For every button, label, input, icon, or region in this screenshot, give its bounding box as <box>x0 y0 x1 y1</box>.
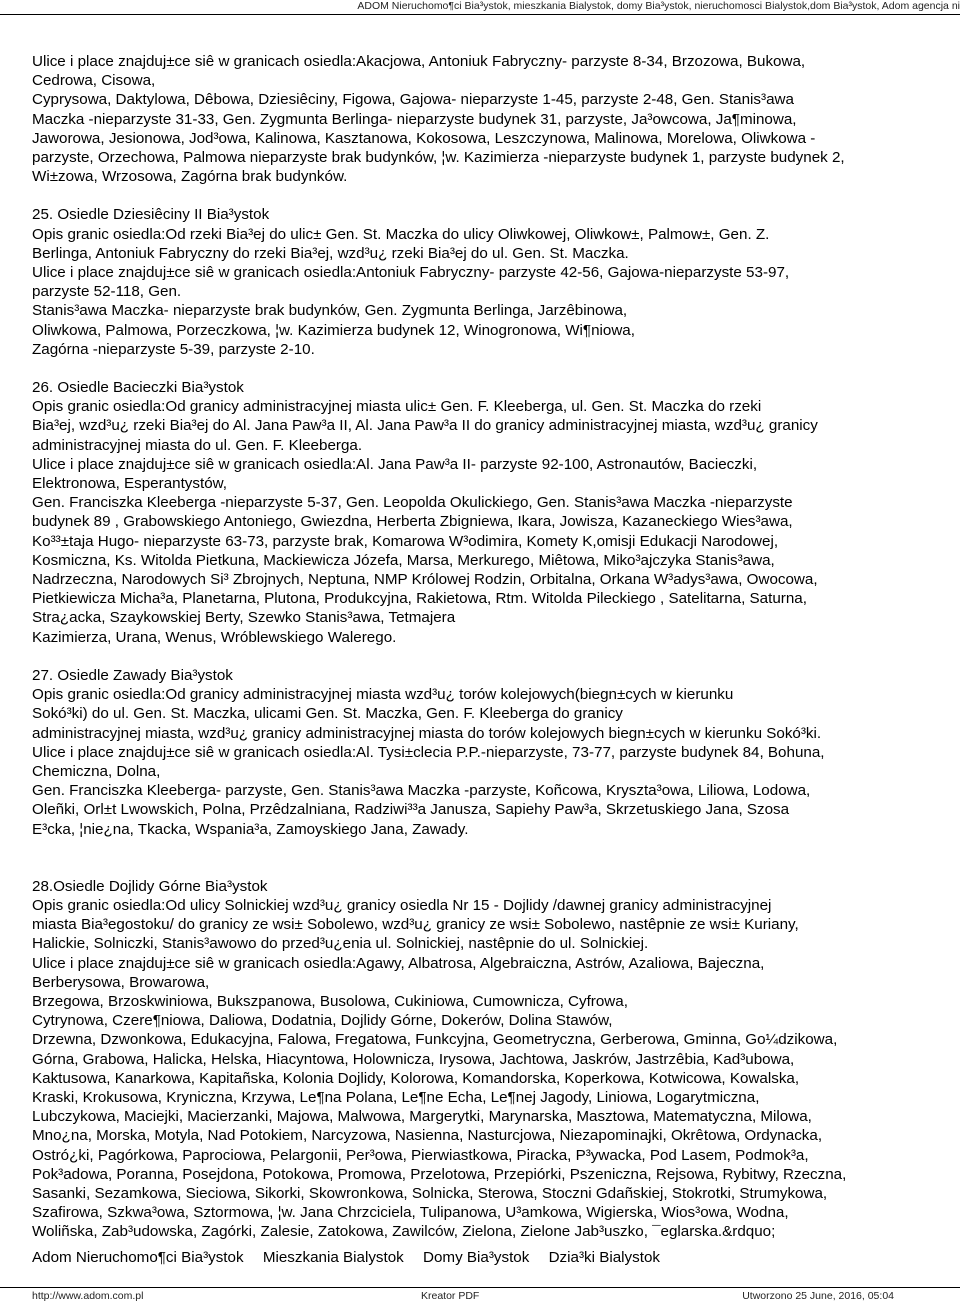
text-line: Berlinga, Antoniuk Fabryczny do rzeki Bia³ej, wzd³u¿ rzeki Bia³ej do ul. Gen. St. Maczka. <box>32 244 629 262</box>
site-url[interactable]: http://www.adom.com.pl <box>32 1290 144 1302</box>
text-line: Opis granic osiedla:Od rzeki Bia³ej do ulic± Gen. St. Maczka do ulicy Oliwkowej, Oliwkow±, Palmow±, Gen. Z. <box>32 225 770 243</box>
text-line: Kosmiczna, Ks. Witolda Pietkuna, Mackiewicza Józefa, Marsa, Merkurego, Miêtowa, Miko³ajczyka Stanis³awa, <box>32 551 775 569</box>
text-line: Ulice i place znajduj±ce siê w granicach osiedla:Al. Jana Paw³a II- parzyste 92-100, Astronautów, Bacieczki, <box>32 455 758 473</box>
text-line: parzyste, Orzechowa, Palmowa nieparzyste brak budynków, ¦w. Kazimierza -nieparzyste budynek 1, parzyste budynek 2, <box>32 149 845 167</box>
text-line: Ulice i place znajduj±ce siê w granicach osiedla:Antoniuk Fabryczny- parzyste 42-56, Gajowa-nieparzyste 53-97, <box>32 264 790 282</box>
text-line: Berberysowa, Browarowa, <box>32 973 210 991</box>
text-line: Gen. Franciszka Kleeberga- parzyste, Gen. Stanis³awa Maczka -parzyste, Koñcowa, Kryszta³owa, Liliowa, Lodowa, <box>32 782 811 800</box>
text-line: Ostró¿ki, Pagórkowa, Paprociowa, Pelargonii, Per³owa, Pierwiastkowa, Piracka, P³ywacka, Pod Lasem, Podmok³a, <box>32 1146 809 1164</box>
text-line: Maczka -nieparzyste 31-33, Gen. Zygmunta Berlinga- nieparzyste budynek 31, parzyste, Ja³owcowa, Ja¶minowa, <box>32 110 797 128</box>
pdf-creator: Kreator PDF <box>421 1290 480 1302</box>
text-line: Ulice i place znajduj±ce siê w granicach osiedla:Al. Tysi±clecia P.P.-nieparzyste, 73-77, parzyste budynek 84, Bohuna, <box>32 743 825 761</box>
page-header <box>0 0 960 15</box>
text-line: Brzegowa, Brzoskwiniowa, Bukszpanowa, Busolowa, Cukiniowa, Cumownicza, Cyfrowa, <box>32 992 628 1010</box>
text-line: Ulice i place znajduj±ce siê w granicach osiedla:Akacjowa, Antoniuk Fabryczny- parzyste 8-34, Brzozowa, Bukowa, <box>32 53 806 70</box>
text-line: Pietkiewicza Micha³a, Planetarna, Plutona, Produkcyjna, Rakietowa, Rtm. Witolda Pileckiego , Satelitarna, Saturna, <box>32 590 807 608</box>
section-26 <box>32 378 940 647</box>
text-line: administracyjnej miasta do ul. Gen. F. Kleeberga. <box>32 436 363 454</box>
text-line: Oleñki, Orl±t Lwowskich, Polna, Przêdzalniana, Radziwi³³a Janusza, Sapiehy Paw³a, Skrzetuskiego Jana, Szosa <box>32 801 790 819</box>
text-line: administracyjnej miasta, wzd³u¿ granicy administracyjnej miasta do torów kolejowych biegn±cych w kierunku Sokó³ki. <box>32 724 822 742</box>
header-text: ADOM Nieruchomo¶ci Bia³ystok, mieszkania Bialystok, domy Bia³ystok, nieruchomosci Bialystok,dom Bia³ystok, Adom agencja ni <box>357 0 960 12</box>
section-heading: 28.Osiedle Dojlidy Górne Bia³ystok <box>32 877 268 895</box>
section-heading: 25. Osiedle Dziesiêciny II Bia³ystok <box>32 206 270 224</box>
text-line: Górna, Grabowa, Halicka, Helska, Hiacyntowa, Holownicza, Irysowa, Jachtowa, Jaskrów, Jastrzêbia, Kad³ubowa, <box>32 1050 795 1068</box>
text-line: Wi±zowa, Wrzosowa, Zagórna brak budynków. <box>32 168 348 186</box>
section-25 <box>32 205 940 359</box>
section-heading: 27. Osiedle Zawady Bia³ystok <box>32 666 233 684</box>
text-line: E³cka, ¦nie¿na, Tkacka, Wspania³a, Zamoyskiego Jana, Zawady. <box>32 820 469 838</box>
created-date: Utworzono 25 June, 2016, 05:04 <box>742 1290 894 1302</box>
text-line: Oliwkowa, Palmowa, Porzeczkowa, ¦w. Kazimierza budynek 12, Winogronowa, Wi¶niowa, <box>32 321 635 339</box>
text-line: Opis granic osiedla:Od granicy administracyjnej miasta wzd³u¿ torów kolejowych(biegn±cych w kierunku <box>32 686 734 704</box>
text-line: miasta Bia³egostoku/ do granicy ze wsi± Sobolewo, wzd³u¿ granicy ze wsi± Sobolewo, nastêpnie ze wsi± Kuriany, <box>32 916 799 934</box>
text-line: Nadrzeczna, Narodowych Si³ Zbrojnych, Neptuna, NMP Królowej Rodzin, Orbitalna, Orkana W³adys³awa, Owocowa, <box>32 571 818 589</box>
text-line: Opis granic osiedla:Od granicy administracyjnej miasta ulic± Gen. F. Kleeberga, ul. Gen. St. Maczka do rzeki <box>32 398 762 416</box>
page-footer <box>0 1287 960 1304</box>
text-line: Zagórna -nieparzyste 5-39, parzyste 2-10. <box>32 340 315 358</box>
text-line: Bia³ej, wzd³u¿ rzeki Bia³ej do Al. Jana Paw³a II, Al. Jana Paw³a II do granicy administracyjnej miasta, wzd³u¿ granicy <box>32 417 818 435</box>
text-line: Mno¿na, Morska, Motyla, Nad Potokiem, Narcyzowa, Nasienna, Nasturcjowa, Niezapominajki, Okrêtowa, Ordynacka, <box>32 1127 823 1145</box>
section-28 <box>32 877 940 1242</box>
document-body <box>32 52 940 1242</box>
text-line: Jaworowa, Jesionowa, Jod³owa, Kalinowa, Kasztanowa, Kokosowa, Leszczynowa, Malinowa, Morelowa, Oliwkowa - <box>32 129 816 147</box>
text-line: Sasanki, Sezamkowa, Sieciowa, Sikorki, Skowronkowa, Solnicka, Sterowa, Stoczni Gdañskiej, Stokrotki, Strumykowa, <box>32 1184 828 1202</box>
text-line: Ulice i place znajduj±ce siê w granicach osiedla:Agawy, Albatrosa, Algebraiczna, Astrów, Azaliowa, Bajeczna, <box>32 954 765 972</box>
section-heading: 26. Osiedle Bacieczki Bia³ystok <box>32 379 244 397</box>
text-line: Kraski, Krokusowa, Kryniczna, Krzywa, Le¶na Polana, Le¶ne Echa, Le¶nej Jagody, Liniowa, Logarytmiczna, <box>32 1088 760 1106</box>
text-line: Stra¿acka, Szaykowskiej Berty, Szewko Stanis³awa, Tetmajera <box>32 609 456 627</box>
text-line: Kazimierza, Urana, Wenus, Wróblewskiego Walerego. <box>32 628 397 646</box>
text-line: Ko³³±taja Hugo- nieparzyste 63-73, parzyste brak, Komarowa W³odimira, Komety K,omisji Edukacji Narodowej, <box>32 532 779 550</box>
footer-link[interactable]: Adom Nieruchomo¶ci Bia³ystok <box>32 1249 244 1266</box>
text-line: Kaktusowa, Kanarkowa, Kapitañska, Kolonia Dojlidy, Kolorowa, Komandorska, Koperkowa, Kotwicowa, Kowalska, <box>32 1069 800 1087</box>
section-27 <box>32 666 940 839</box>
text-line: parzyste 52-118, Gen. <box>32 283 182 301</box>
footer-link[interactable]: Dzia³ki Bialystok <box>548 1249 660 1266</box>
text-line: Elektronowa, Esperantystów, <box>32 475 228 493</box>
footer-link[interactable]: Mieszkania Bialystok <box>262 1249 404 1266</box>
text-line: Sokó³ki) do ul. Gen. St. Maczka, ulicami Gen. St. Maczka, Gen. F. Kleeberga do granicy <box>32 705 623 723</box>
text-line: Szafirowa, Szkwa³owa, Sztormowa, ¦w. Jana Chrzciciela, Tulipanowa, U³amkowa, Wigierska, Wios³owa, Wodna, <box>32 1204 789 1222</box>
text-line: Halickie, Solniczki, Stanis³awowo do przed³u¿enia ul. Solnickiej, nastêpnie do ul. Solnickiej. <box>32 935 649 953</box>
text-line: Cytrynowa, Czere¶niowa, Daliowa, Dodatnia, Dojlidy Górne, Dokerów, Dolina Stawów, <box>32 1012 613 1030</box>
footer-links <box>32 1248 675 1267</box>
text-line: Opis granic osiedla:Od ulicy Solnickiej wzd³u¿ granicy osiedla Nr 15 - Dojlidy /dawnej granicy administracyjnej <box>32 896 772 914</box>
text-line: Stanis³awa Maczka- nieparzyste brak budynków, Gen. Zygmunta Berlinga, Jarzêbinowa, <box>32 302 628 320</box>
text-line: Pok³adowa, Poranna, Posejdona, Potokowa, Promowa, Przelotowa, Przepiórki, Pszeniczna, Rejsowa, Rybitwy, Rzeczna, <box>32 1165 847 1183</box>
text-line: Cedrowa, Cisowa, <box>32 72 156 90</box>
footer-link[interactable]: Domy Bia³ystok <box>423 1249 530 1266</box>
text-line: Lubczykowa, Maciejki, Macierzanki, Majowa, Malwowa, Margerytki, Marynarska, Masztowa, Matematyczna, Milowa, <box>32 1108 812 1126</box>
text-line: budynek 89 , Grabowskiego Antoniego, Gwiezdna, Herberta Zbigniewa, Ikara, Jowisza, Kazaneckiego Wies³awa, <box>32 513 793 531</box>
text-line: Cyprysowa, Daktylowa, Dêbowa, Dziesiêciny, Figowa, Gajowa- nieparzyste 1-45, parzyste 2-48, Gen. Stanis³awa <box>32 91 794 109</box>
text-line: Woliñska, Zab³udowska, Zagórki, Zalesie, Zatokowa, Zawilców, Zielona, Zielone Jab³uszko, ¯eglarska.&rdquo; <box>32 1223 776 1241</box>
text-line: Gen. Franciszka Kleeberga -nieparzyste 5-37, Gen. Leopolda Okulickiego, Gen. Stanis³awa Maczka -nieparzyste <box>32 494 793 512</box>
section-streets-list <box>32 52 940 186</box>
text-line: Drzewna, Dzwonkowa, Edukacyjna, Falowa, Fregatowa, Funkcyjna, Geometryczna, Gerberowa, Gminna, Go¼dzikowa, <box>32 1031 838 1049</box>
text-line: Chemiczna, Dolna, <box>32 762 161 780</box>
